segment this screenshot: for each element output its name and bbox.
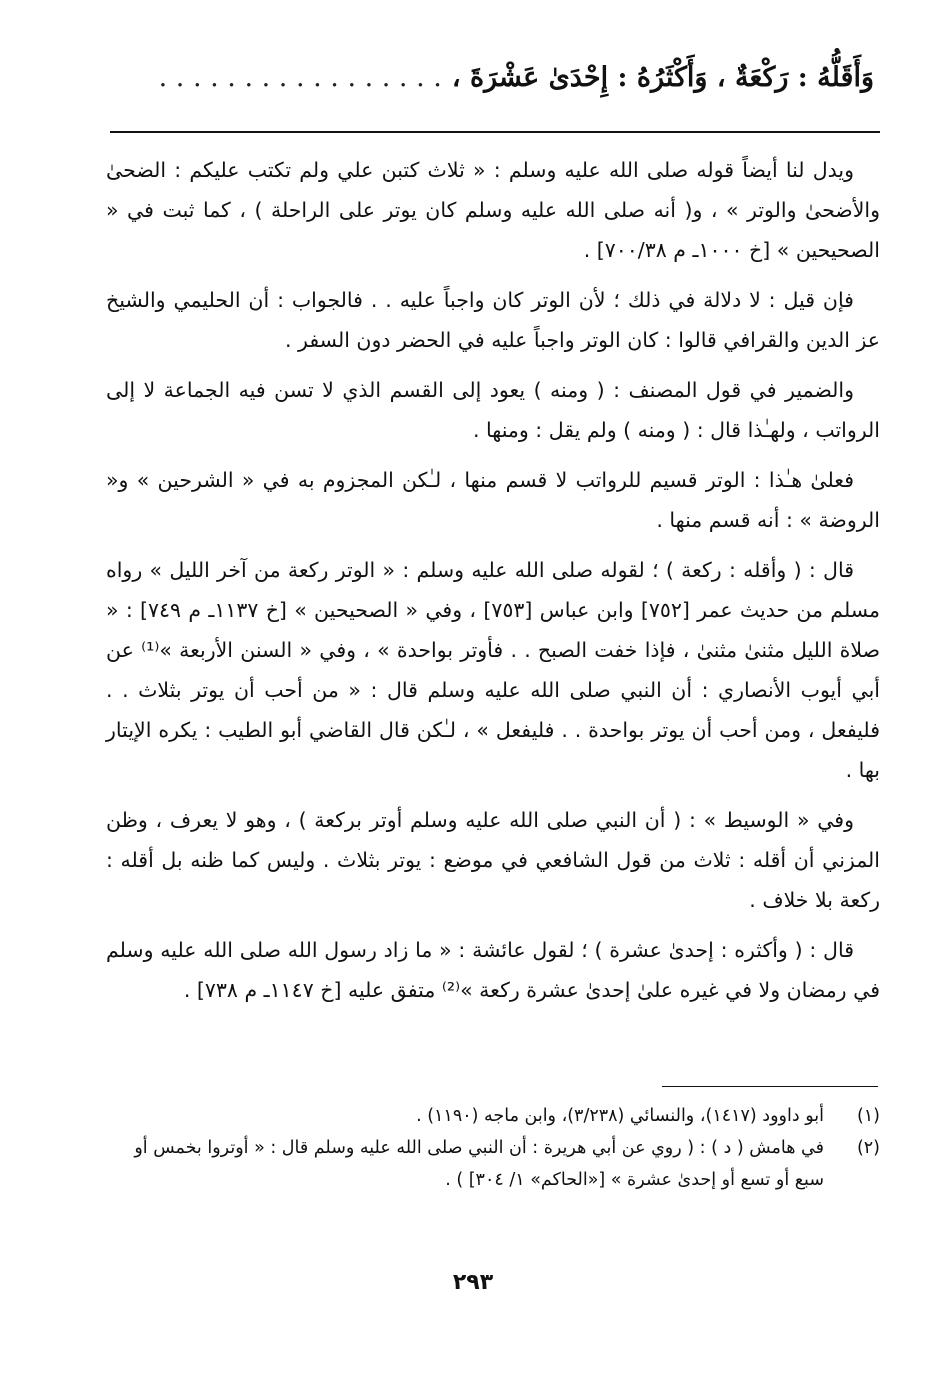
- paragraph: فإن قيل : لا دلالة في ذلك ؛ لأن الوتر كان واجباً عليه . . فالجواب : أن الحليمي والشيخ عز الدين والقرافي قالوا : كان الوتر واجباً عليه في الحضر دون السفر .: [106, 288, 880, 352]
- header-title: وَأَقَلُّهُ : رَكْعَةٌ ، وَأَكْثَرُهُ : إِحْدَىٰ عَشْرَةَ ،: [451, 62, 874, 93]
- header-dots: . . . . . . . . . . . . . . . . .: [158, 62, 442, 93]
- footnote-text: في هامش ( د ) : ( روي عن أبي هريرة : أن النبي صلى الله عليه وسلم قال : « أوتروا بخمس أو سبع أو تسع أو إحدىٰ عشرة » [«الحاكم» ١/ ٣٠٤] ) .: [134, 1138, 824, 1190]
- footnote-number: (٢): [856, 1138, 880, 1158]
- footnote-divider: [662, 1086, 878, 1087]
- paragraph: قال : ( وأقله : ركعة ) ؛ لقوله صلى الله عليه وسلم : « الوتر ركعة من آخر الليل » رواه مسلم من حديث عمر [٧٥٢] وابن عباس [٧٥٣] ، وفي « الصحيحين » [خ ١١٣٧ـ م ٧٤٩] : « صلاة الليل مثنىٰ مثنىٰ ، فإذا خفت الصبح . . فأوتر بواحدة » ، وفي « السنن الأربعة »⁽¹⁾ عن أبي أيوب الأنصاري : أن النبي صلى الله عليه وسلم قال : « من أحب أن يوتر بثلاث . . فليفعل ، ومن أحب أن يوتر بواحدة . . فليفعل » ، لـٰكن قال القاضي أبو الطيب : يكره الإيتار بها .: [106, 558, 881, 782]
- footnote: [106, 1100, 880, 1132]
- footnote: [106, 1132, 880, 1196]
- footnotes: [106, 1100, 880, 1196]
- page-number: ٢٩٣: [452, 1270, 494, 1295]
- main-text: [106, 150, 880, 1020]
- running-header: [105, 62, 874, 93]
- paragraph: فعلىٰ هـٰذا : الوتر قسيم للرواتب لا قسم منها ، لـٰكن المجزوم به في « الشرحين » و« الروضة » : أنه قسم منها .: [106, 468, 880, 532]
- paragraph: ويدل لنا أيضاً قوله صلى الله عليه وسلم : « ثلاث كتبن علي ولم تكتب عليكم : الضحىٰ والأضحىٰ والوتر » ، و( أنه صلى الله عليه وسلم كان يوتر على الراحلة ) ، كما ثبت في « الصحيحين » [خ ١٠٠٠ـ م ٧٠٠/٣٨] .: [106, 158, 880, 262]
- footnote-text: أبو داوود (١٤١٧)، والنسائي (٣/٢٣٨)، وابن ماجه (١١٩٠) .: [416, 1106, 824, 1126]
- footnote-number: (١): [856, 1106, 880, 1126]
- paragraph: والضمير في قول المصنف : ( ومنه ) يعود إلى القسم الذي لا تسن فيه الجماعة لا إلى الرواتب ، ولهـٰذا قال : ( ومنه ) ولم يقل : ومنها .: [106, 378, 880, 442]
- paragraph: وفي « الوسيط » : ( أن النبي صلى الله عليه وسلم أوتر بركعة ) ، وهو لا يعرف ، وظن المزني أن أقله : ثلاث من قول الشافعي في موضع : يوتر بثلاث . وليس كما ظنه بل أقله : ركعة بلا خلاف .: [106, 808, 880, 912]
- paragraph: قال : ( وأكثره : إحدىٰ عشرة ) ؛ لقول عائشة : « ما زاد رسول الله صلى الله عليه وسلم في رمضان ولا في غيره علىٰ إحدىٰ عشرة ركعة »⁽²⁾ متفق عليه [خ ١١٤٧ـ م ٧٣٨] .: [106, 938, 880, 1002]
- header-divider: [110, 131, 880, 133]
